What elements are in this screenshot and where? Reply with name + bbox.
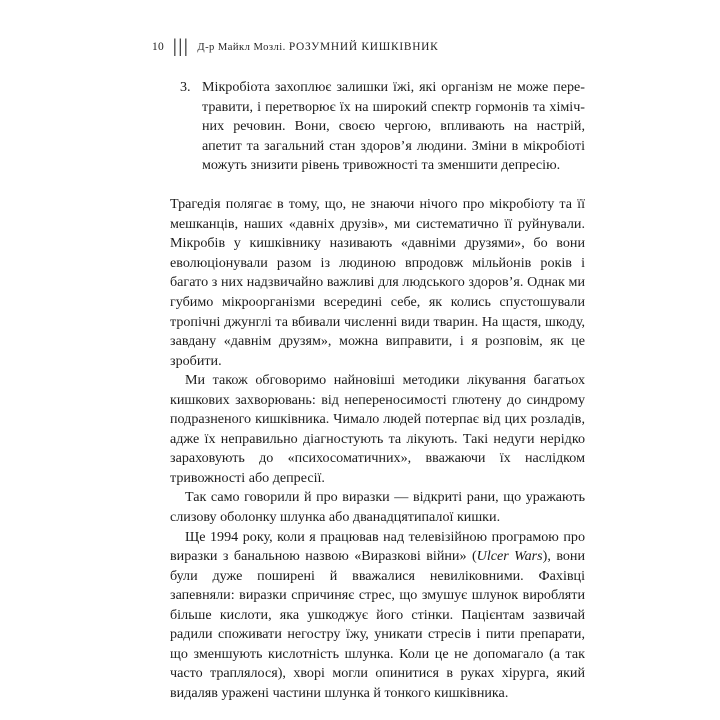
numbered-list-item-3: [180, 78, 585, 176]
running-head-book-title: РОЗУМНИЙ КИШКІВНИК: [288, 41, 439, 53]
triple-bar-ornament-icon: |||: [172, 35, 190, 58]
running-head: [152, 35, 439, 58]
paragraph-methods: Ми також обговоримо найновіші методики лікування багатьох кишкових захворювань: від непереносимості глютену до синдрому подразненого кишківника. Чимало людей потерпає від цих розладів, адже їх неправильно діагностують та лікують. Такі недуги нерідко зараховують до «психосоматичних», вважаючи їх наслідком тривожності або депресії.: [170, 372, 585, 486]
paragraph-ulcer-wars: [170, 528, 585, 704]
page-number: 10: [152, 41, 164, 53]
ulcer-wars-text-part-2: ), вони були дуже поширені й вважалися невиліковними. Фахівці запевняли: виразки спричиняє стрес, що змушує шлунок виробляти більше кислоти, яка ушкоджує його стінки. Пацієнтам зазвичай радили споживати негостру їжу, уникати стресів і пити препарати, що зменшують кислотність шлунка. Коли це не допомагало (а так часто траплялося), хворі могли опинитися в руках хірурга, який видаляв уражені частини шлунка й тонкого кишківника.: [170, 548, 586, 701]
list-item-text: Мікробіота захоплює залишки їжі, які організм не може перетравити, і перетворює їх на широкий спектр гормонів та хімічних речовин. Вони, своєю чергою, впливають на настрій, апетит та загальний стан здоров’я людини. Зміни в мікробіоті можуть знизити рівень тривожності та зменшити депресію.: [202, 79, 585, 174]
ulcer-wars-italic-title: Ulcer Wars: [476, 548, 543, 565]
list-item-marker: 3.: [180, 79, 191, 95]
ulcer-wars-text-part-1: Ще 1994 року, коли я працював над телевізійною програмою про виразки з банальною назвою «Виразкові війни» (: [170, 528, 585, 565]
page-text-block: [170, 78, 585, 703]
paragraph-tragedy: Трагедія полягає в тому, що, не знаючи нічого про мікробіоту та її мешканців, наших «давніх друзів», ми систематично її руйнували. Мікробів у кишківнику називають «давніми друзями», бо вони еволюціонували разом із людиною впродовж мільйонів років і багато з них надзвичайно важливі для людського здоров’я. Однак ми губимо мікроорганізми всередині себе, як колись спустошували тропічні джунглі та вбивали численні види тварин. На щастя, шкоду, завдану «давнім друзям», можна виправити, і я розповім, як це зробити.: [170, 196, 585, 369]
running-head-author: Д-р Майкл Мозлі.: [197, 42, 286, 53]
running-head-title: [197, 41, 438, 53]
paragraph-spacer: [170, 176, 585, 196]
paragraph-ulcers: Так само говорили й про виразки — відкриті рани, що уражають слизову оболонку шлунка або дванадцятипалої кишки.: [170, 489, 585, 525]
